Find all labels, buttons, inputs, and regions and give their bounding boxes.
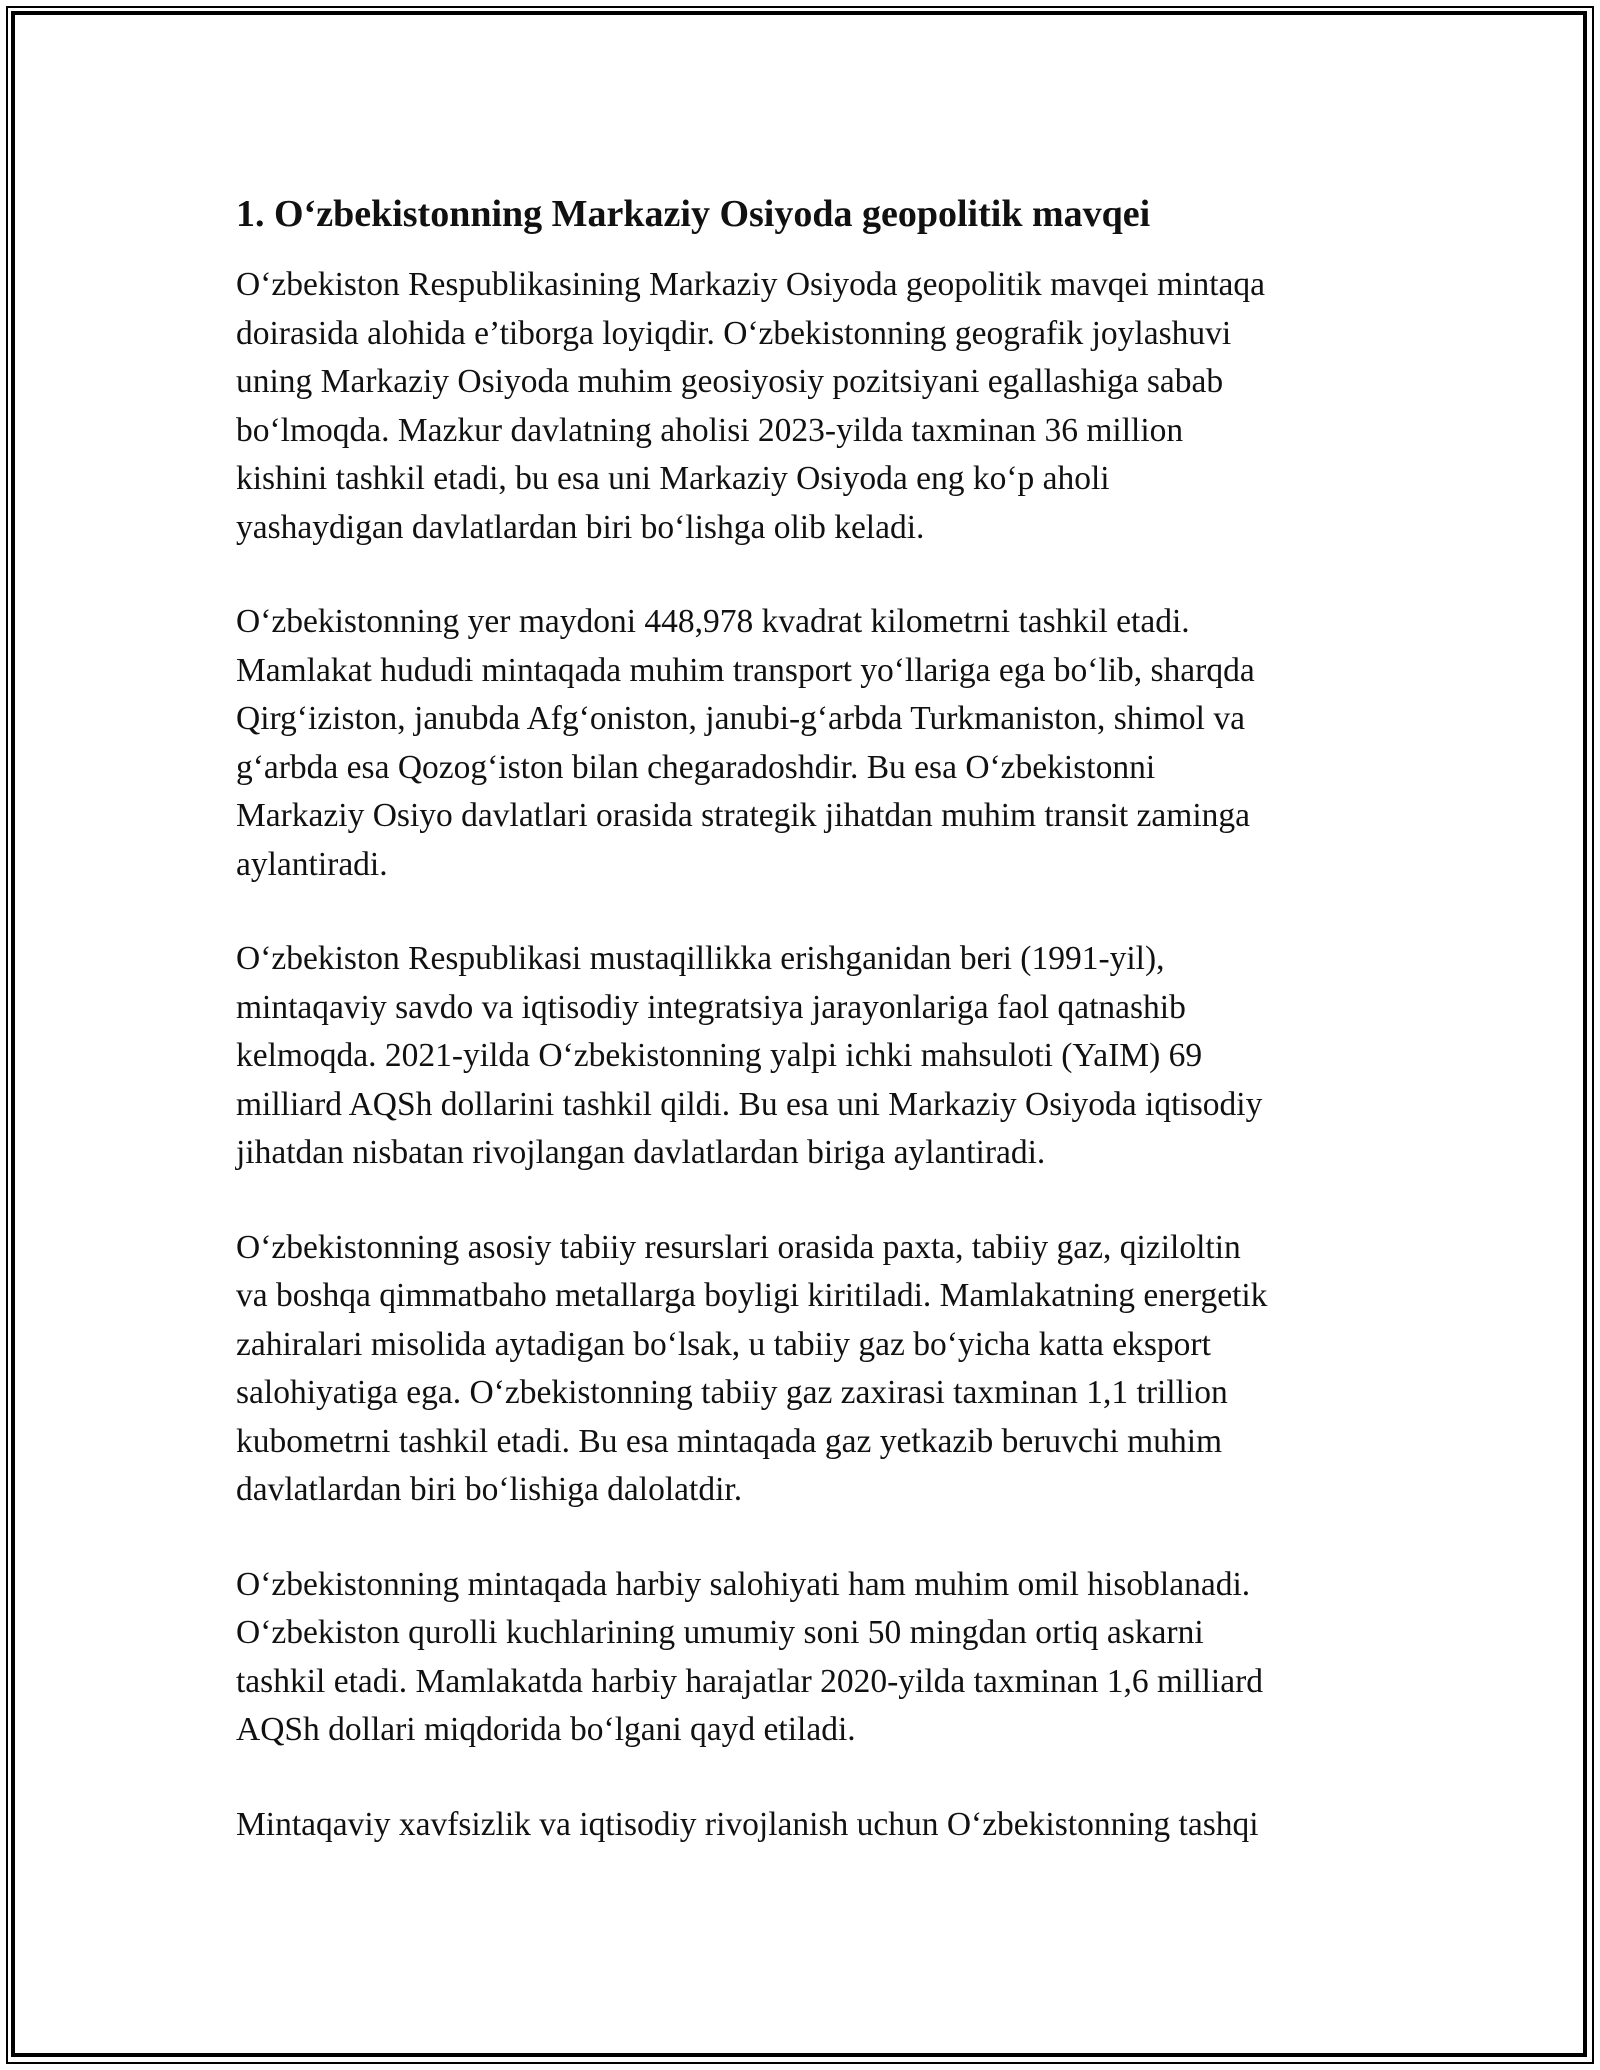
document-body	[236, 186, 1386, 1849]
paragraph-resources: O‘zbekistonning asosiy tabiiy resurslari orasida paxta, tabiiy gaz, qiziloltin va boshqa qimmatbaho metallarga boyligi kiritiladi. Mamlakatning energetik zahiralari misolida aytadigan bo‘lsak, u tabiiy gaz bo‘yicha katta eksport salohiyatiga ega. O‘zbekistonning tabiiy gaz zaxirasi taxminan 1,1 trillion kubometrni tashkil etadi. Bu esa mintaqada gaz yetkazib beruvchi muhim davlatlardan biri bo‘lishiga dalolatdir.	[236, 1228, 1268, 1508]
paragraph-territory: O‘zbekistonning yer maydoni 448,978 kvadrat kilometrni tashkil etadi. Mamlakat hududi mintaqada muhim transport yo‘llariga ega bo‘lib, sharqda Qirg‘iziston, janubda Afg‘oniston, janubi-g‘arbda Turkmaniston, shimol va g‘arbda esa Qozog‘iston bilan chegaradoshdir. Bu esa O‘zbekistonni Markaziy Osiyo davlatlari orasida strategik jihatdan muhim transit zaminga aylantiradi.	[236, 603, 1255, 883]
paragraph-economy: O‘zbekiston Respublikasi mustaqillikka erishganidan beri (1991-yil), mintaqaviy savdo va iqtisodiy integratsiya jarayonlariga faol qatnashib kelmoqda. 2021-yilda O‘zbekistonning yalpi ichki mahsuloti (YaIM) 69 milliard AQSh dollarini tashkil qildi. Bu esa uni Markaziy Osiyoda iqtisodiy jihatdan nisbatan rivojlangan davlatlardan biriga aylantiradi.	[236, 940, 1263, 1171]
section-heading: 1. O‘zbekistonning Markaziy Osiyoda geopolitik mavqei	[236, 193, 1151, 235]
paragraph-military: O‘zbekistonning mintaqada harbiy salohiyati ham muhim omil hisoblanadi. O‘zbekiston qurolli kuchlarining umumiy soni 50 mingdan ortiq askarni tashkil etadi. Mamlakatda harbiy harajatlar 2020-yilda taxminan 1,6 milliard AQSh dollari miqdorida bo‘lgani qayd etiladi.	[236, 1565, 1264, 1748]
paragraph-security: Mintaqaviy xavfsizlik va iqtisodiy rivojlanish uchun O‘zbekistonning tashqi	[236, 1805, 1259, 1843]
paragraph-population: O‘zbekiston Respublikasining Markaziy Osiyoda geopolitik mavqei mintaqa doirasida alohida e’tiborga loyiqdir. O‘zbekistonning geografik joylashuvi uning Markaziy Osiyoda muhim geosiyosiy pozitsiyani egallashiga sabab bo‘lmoqda. Mazkur davlatning aholisi 2023-yilda taxminan 36 million kishini tashkil etadi, bu esa uni Markaziy Osiyoda eng ko‘p aholi yashaydigan davlatlardan biri bo‘lishga olib keladi.	[236, 266, 1265, 546]
